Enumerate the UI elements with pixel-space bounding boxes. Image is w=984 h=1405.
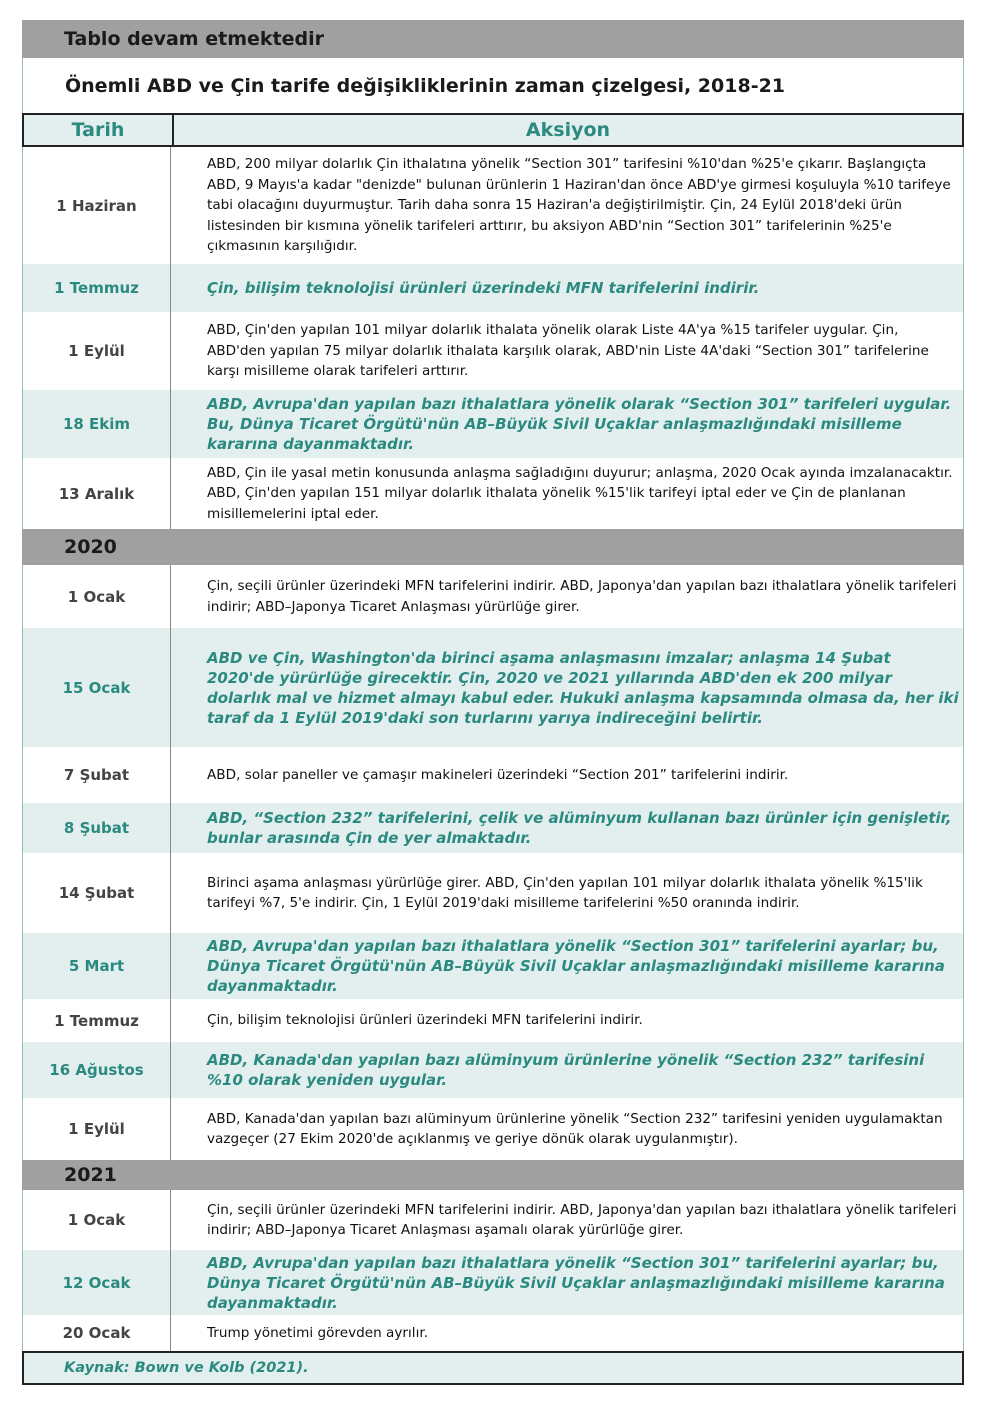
row-action: ABD, 200 milyar dolarlık Çin ithalatına yönelik “Section 301” tarifesini %10'dan %25'e çıkarır. Başlangıçta ABD, 9 Mayıs'a kadar "denizde" bulunan ürünlerin 1 Haziran'dan önce ABD'ye girmesi koşuluyla %10 tarifeye tabi olacağını duyurmuştur. Tarih daha sonra 15 Haziran'a değiştirilmiştir. Çin, 24 Eylül 2018'deki ürün listesinden bir kısmına yönelik tarifeleri arttırır, bu aksiyon ABD'nin “Section 301” tarifelerinin %25'e çıkmasının karşılığıdır. — [207, 156, 951, 255]
row-date: 16 Ağustos — [23, 1042, 171, 1098]
row-action: Trump yönetimi görevden ayrılır. — [207, 1324, 429, 1341]
row-date: 1 Temmuz — [23, 264, 171, 312]
row-action: Çin, bilişim teknolojisi ürünleri üzerindeki MFN tarifelerini indirir. — [207, 1012, 643, 1029]
row-action: ABD, Kanada'dan yapılan bazı alüminyum ürünlerine yönelik “Section 232” tarifesini %10 olarak yeniden uygular. — [207, 1051, 925, 1089]
row-action: Birinci aşama anlaşması yürürlüğe girer. ABD, Çin'den yapılan 101 milyar dolarlık ithalata yönelik %15'lik tarifeyi %7, 5'e indirir. Çin, 1 Eylül 2019'daki misilleme tarifelerini %50 oranında indirir. — [207, 874, 923, 911]
year-header-2021: 2021 — [22, 1160, 964, 1190]
row-action: Çin, seçili ürünler üzerindeki MFN tarifelerini indirir. ABD, Japonya'dan yapılan bazı ithalatlara yönelik tarifeleri indirir; ABD–Japonya Ticaret Anlaşması yürürlüğe girer. — [207, 578, 957, 615]
table-row — [22, 458, 964, 529]
header-date: Tarih — [24, 115, 174, 145]
row-action: ABD, “Section 232” tarifelerini, çelik ve alüminyum kullanan bazı ürünler için genişletir, bunlar arasında Çin de yer almaktadır. — [207, 809, 952, 847]
source-note: Kaynak: Bown ve Kolb (2021). — [22, 1351, 964, 1385]
table-row — [22, 999, 964, 1042]
row-date: 20 Ocak — [23, 1315, 171, 1351]
continued-banner: Tablo devam etmektedir — [22, 20, 964, 58]
timeline-table — [22, 20, 964, 1385]
row-action: ABD, Avrupa'dan yapılan bazı ithalatlara yönelik “Section 301” tarifelerini ayarlar; bu, Dünya Ticaret Örgütü'nün AB–Büyük Sivil Uçaklar anlaşmazlığındaki misilleme kararına dayanmaktadır. — [207, 1253, 945, 1312]
row-date: 1 Temmuz — [23, 999, 171, 1042]
row-action: ABD, Kanada'dan yapılan bazı alüminyum ürünlerine yönelik “Section 232” tarifesini yeniden uygulamaktan vazgeçer (27 Ekim 2020'de açıklanmış ve geriye dönük olarak uygulanmıştır). — [207, 1110, 943, 1147]
table-row — [22, 853, 964, 933]
table-row — [22, 1315, 964, 1351]
row-date: 15 Ocak — [23, 628, 171, 747]
row-action: ABD, Avrupa'dan yapılan bazı ithalatlara yönelik olarak “Section 301” tarifeleri uygular. Bu, Dünya Ticaret Örgütü'nün AB–Büyük Sivil Uçaklar anlaşmazlığındaki misilleme kararına dayanmaktadır. — [207, 395, 952, 453]
row-action: Çin, bilişim teknolojisi ürünleri üzerindeki MFN tarifelerini indirir. — [207, 279, 760, 297]
row-date: 1 Eylül — [23, 312, 171, 390]
row-date: 1 Ocak — [23, 565, 171, 628]
table-header — [22, 113, 964, 147]
table-row — [22, 1098, 964, 1160]
row-date: 1 Ocak — [23, 1190, 171, 1250]
row-date: 8 Şubat — [23, 803, 171, 853]
row-action: ABD, Avrupa'dan yapılan bazı ithalatlara yönelik “Section 301” tarifelerini ayarlar; bu, Dünya Ticaret Örgütü'nün AB–Büyük Sivil Uçaklar anlaşmazlığındaki misilleme kararına dayanmaktadır. — [207, 937, 945, 995]
table-title: Önemli ABD ve Çin tarife değişikliklerinin zaman çizelgesi, 2018-21 — [22, 58, 964, 113]
table-row — [22, 390, 964, 458]
row-date: 7 Şubat — [23, 747, 171, 803]
row-action: Çin, seçili ürünler üzerindeki MFN tarifelerini indirir. ABD, Japonya'dan yapılan bazı ithalatlara yönelik tarifeleri indirir; ABD–Japonya Ticaret Anlaşması aşamalı olarak yürürlüğe girer. — [207, 1201, 957, 1238]
row-date: 1 Haziran — [23, 147, 171, 264]
year-header-2020: 2020 — [22, 529, 964, 565]
header-action: Aksiyon — [525, 119, 611, 141]
table-row — [22, 312, 964, 390]
table-row — [22, 747, 964, 803]
row-date: 14 Şubat — [23, 853, 171, 933]
table-row — [22, 147, 964, 264]
row-date: 1 Eylül — [23, 1098, 171, 1160]
row-action: ABD ve Çin, Washington'da birinci aşama anlaşmasını imzalar; anlaşma 14 Şubat 2020'de yürürlüğe girecektir. Çin, 2020 ve 2021 yıllarında ABD'den ek 200 milyar dolarlık mal ve hizmet almayı kabul eder. Hukuki anlaşma kapsamında olmasa da, her iki taraf da 1 Eylül 2019'daki son turlarını yarıya indireceğini belirtir. — [207, 648, 959, 727]
table-row — [22, 565, 964, 628]
row-action: ABD, Çin ile yasal metin konusunda anlaşma sağladığını duyurur; anlaşma, 2020 Ocak ayında imzalanacaktır. ABD, Çin'den yapılan 151 milyar dolarlık ithalata yönelik %15'lik tarifeyi iptal eder ve Çin de planlanan misillemelerini iptal eder. — [207, 464, 953, 522]
table-row — [22, 628, 964, 747]
table-row — [22, 1042, 964, 1098]
row-date: 13 Aralık — [23, 458, 171, 529]
row-action: ABD, Çin'den yapılan 101 milyar dolarlık ithalata yönelik olarak Liste 4A'ya %15 tarifeler uygular. Çin, ABD'den yapılan 75 milyar dolarlık ithalata karşılık olarak, ABD'nin Liste 4A'daki “Section 301” tarifelerine karşı misilleme olarak tarifeleri arttırır. — [207, 322, 929, 380]
table-row — [22, 933, 964, 999]
table-row — [22, 1250, 964, 1315]
row-date: 18 Ekim — [23, 390, 171, 458]
table-row — [22, 264, 964, 312]
table-row — [22, 1190, 964, 1250]
table-row — [22, 803, 964, 853]
row-action: ABD, solar paneller ve çamaşır makineleri üzerindeki “Section 201” tarifelerini indirir. — [207, 766, 789, 783]
row-date: 12 Ocak — [23, 1250, 171, 1315]
row-date: 5 Mart — [23, 933, 171, 999]
